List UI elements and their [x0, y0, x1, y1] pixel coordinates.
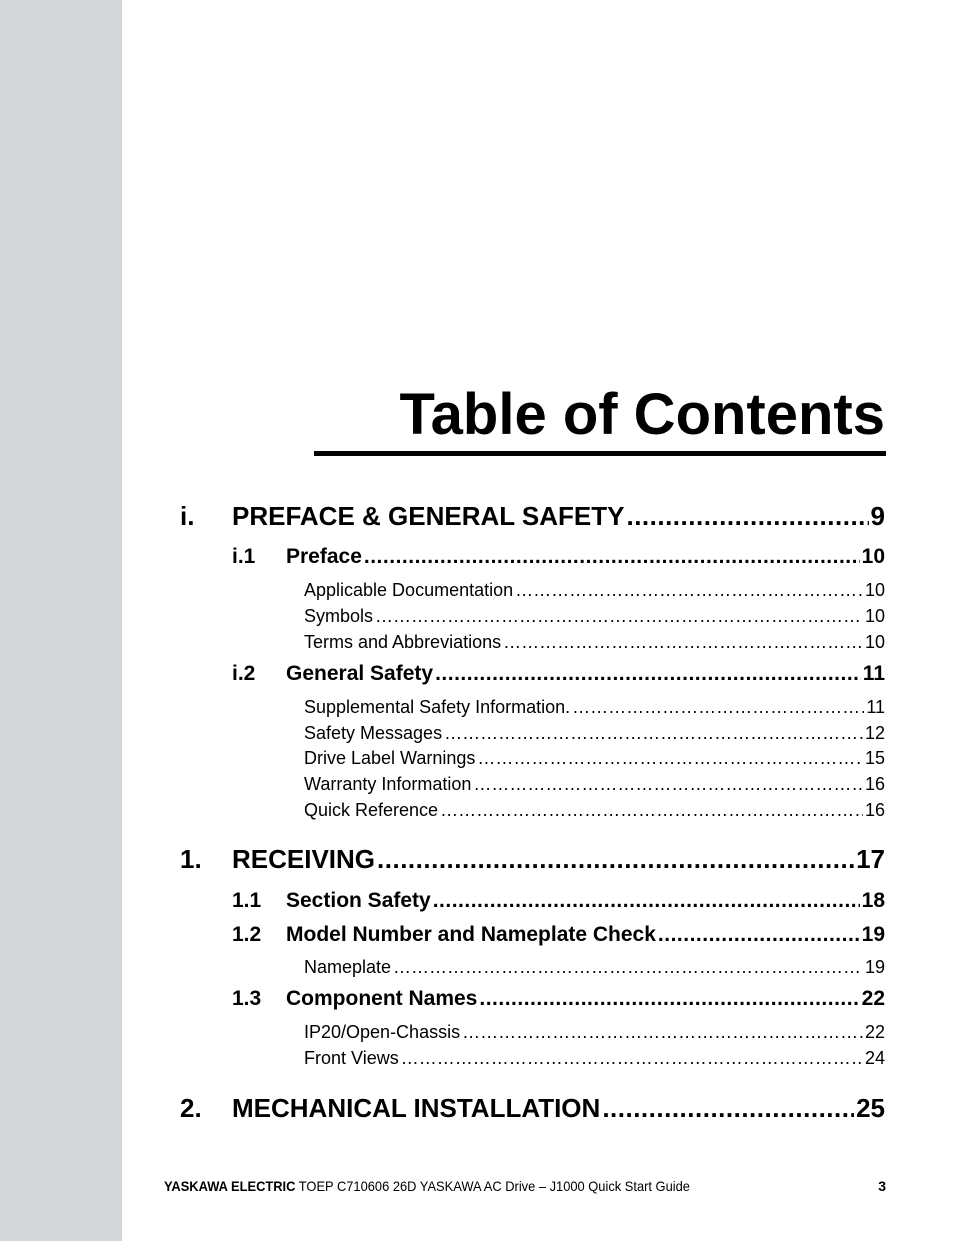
- toc-entry[interactable]: [304, 955, 885, 979]
- toc-page: 10: [864, 580, 885, 600]
- toc-page: 18: [861, 889, 885, 912]
- toc-entry[interactable]: [232, 922, 885, 948]
- toc-page: 11: [866, 697, 885, 717]
- toc-number: 1.2: [232, 923, 262, 946]
- toc-page: 10: [864, 632, 885, 652]
- toc-entry[interactable]: [304, 772, 885, 796]
- toc-label: Supplemental Safety Information.: [304, 697, 571, 717]
- toc-entry[interactable]: [180, 843, 885, 875]
- toc-leader: [602, 1092, 854, 1124]
- toc-page: 10: [861, 545, 885, 568]
- toc-entry[interactable]: [304, 604, 885, 628]
- toc-entry[interactable]: [304, 1020, 885, 1044]
- toc-leader: [572, 695, 864, 719]
- toc-leader: [444, 721, 863, 745]
- toc-label: Quick Reference: [304, 800, 439, 820]
- toc-page: 25: [856, 1093, 885, 1123]
- toc-leader: [393, 955, 863, 979]
- toc-leader: [375, 604, 863, 628]
- toc-label: Nameplate: [304, 957, 392, 977]
- toc-page: 19: [864, 957, 885, 977]
- footer-page-number: 3: [878, 1178, 886, 1194]
- toc-entry[interactable]: [304, 721, 885, 745]
- toc-entry[interactable]: [232, 544, 885, 570]
- toc-label: RECEIVING: [232, 844, 376, 874]
- toc-page: 9: [870, 501, 885, 531]
- toc-entry[interactable]: [304, 630, 885, 654]
- title-rule: [314, 451, 886, 456]
- toc-leader: [364, 544, 860, 570]
- toc-label: Component Names: [286, 987, 478, 1010]
- toc-page: 10: [864, 606, 885, 626]
- toc-leader: [626, 500, 868, 532]
- toc-leader: [433, 888, 860, 914]
- toc-leader: [515, 578, 863, 602]
- toc-leader: [503, 630, 863, 654]
- toc-page: 17: [856, 844, 885, 874]
- footer-brand: YASKAWA ELECTRIC: [164, 1178, 296, 1194]
- toc-leader: [477, 746, 863, 770]
- toc-entry[interactable]: [232, 888, 885, 914]
- toc-number: i.1: [232, 545, 256, 568]
- toc-page: 24: [864, 1048, 885, 1068]
- toc-leader: [462, 1020, 863, 1044]
- toc-entry[interactable]: [304, 578, 885, 602]
- toc-number: i.2: [232, 662, 256, 685]
- toc-page: 12: [864, 723, 885, 743]
- toc-label: Symbols: [304, 606, 374, 626]
- toc-leader: [435, 661, 861, 687]
- toc-label: PREFACE & GENERAL SAFETY: [232, 501, 625, 531]
- toc-entry[interactable]: [304, 695, 885, 719]
- toc-entry[interactable]: [232, 986, 885, 1012]
- toc-label: MECHANICAL INSTALLATION: [232, 1093, 601, 1123]
- toc-entry[interactable]: [304, 746, 885, 770]
- toc-entry[interactable]: [304, 798, 885, 822]
- toc-leader: [440, 798, 863, 822]
- toc-number: 1.: [180, 844, 202, 874]
- toc-label: Applicable Documentation: [304, 580, 514, 600]
- toc-entry[interactable]: [304, 1046, 885, 1070]
- toc-label: Terms and Abbreviations: [304, 632, 502, 652]
- toc-leader: [658, 922, 860, 948]
- toc-page: 11: [862, 662, 885, 685]
- toc-label: Model Number and Nameplate Check: [286, 923, 656, 946]
- toc-label: Section Safety: [286, 889, 431, 912]
- toc-number: 2.: [180, 1093, 202, 1123]
- toc-entry[interactable]: [180, 1092, 885, 1124]
- toc-number: i.: [180, 501, 195, 531]
- toc-page: 19: [861, 923, 885, 946]
- toc-leader: [401, 1046, 863, 1070]
- toc-label: Warranty Information: [304, 774, 472, 794]
- toc-label: General Safety: [286, 662, 434, 685]
- toc-page: 22: [861, 987, 885, 1010]
- footer: [164, 1178, 690, 1194]
- toc-page: 15: [864, 748, 885, 768]
- toc-leader: [377, 843, 854, 875]
- side-band: [0, 0, 122, 1241]
- toc-label: Drive Label Warnings: [304, 748, 476, 768]
- toc-number: 1.1: [232, 889, 262, 912]
- footer-text: TOEP C710606 26D YASKAWA AC Drive – J1000 Quick Start Guide: [295, 1178, 690, 1194]
- toc-label: Safety Messages: [304, 723, 443, 743]
- toc-number: 1.3: [232, 987, 262, 1010]
- toc-page: 16: [864, 774, 885, 794]
- toc-page: 16: [864, 800, 885, 820]
- toc-label: IP20/Open-Chassis: [304, 1022, 461, 1042]
- toc-entry[interactable]: [232, 661, 885, 687]
- toc-label: Front Views: [304, 1048, 399, 1068]
- toc-entry[interactable]: [180, 500, 885, 532]
- page-title: Table of Contents: [399, 382, 885, 447]
- toc-leader: [473, 772, 863, 796]
- toc-leader: [479, 986, 859, 1012]
- toc-page: 22: [864, 1022, 885, 1042]
- toc-label: Preface: [286, 545, 362, 568]
